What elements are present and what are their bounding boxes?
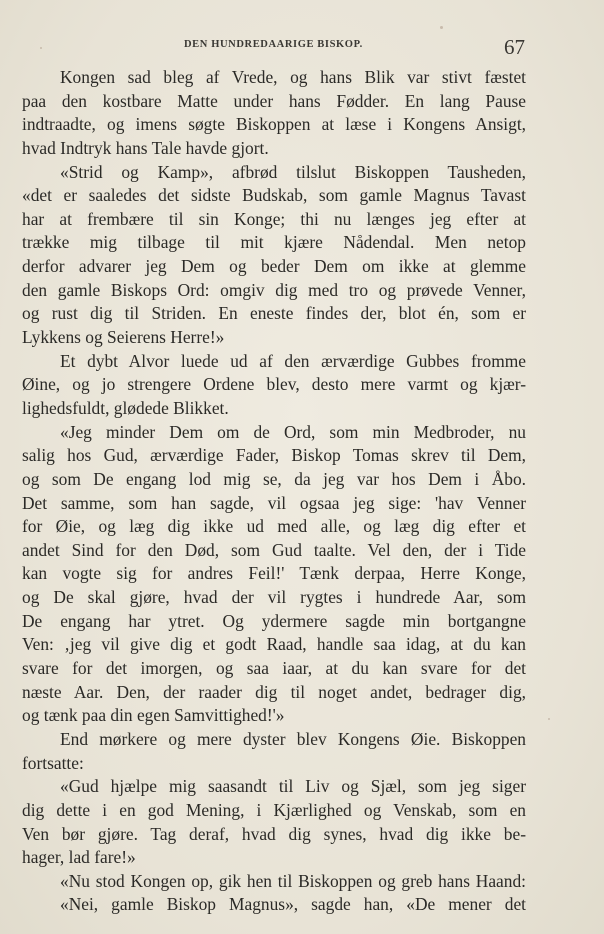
- text-line: svare for det imorgen, og saa iaar, at du kan svare for det: [22, 658, 526, 679]
- text-line: «Gud hjælpe mig saasandt til Liv og Sjæl, som jeg siger: [60, 776, 526, 797]
- text-line: Øine, og jo strengere Ordene blev, desto mere varmt og kjær-: [22, 374, 526, 395]
- text-line: «det er saaledes det sidste Budskab, som gamle Magnus Tavast: [22, 185, 526, 206]
- text-line: og rust dig til Striden. En eneste findes der, blot én, som er: [22, 303, 526, 324]
- text-line: Ven bør gjøre. Tag deraf, hvad dig synes, hvad dig ikke be-: [22, 823, 526, 844]
- running-title: DEN HUNDREDAARIGE BISKOP.: [184, 39, 363, 50]
- text-line: «Nu stod Kongen op, gik hen til Biskoppen og greb hans Haand:: [60, 870, 526, 891]
- page-number: 67: [504, 35, 525, 59]
- text-line: derfor advarer jeg Dem og beder Dem om ikke at glemme: [22, 256, 526, 277]
- text-line: Et dybt Alvor luede ud af den ærværdige Gubbes fromme: [60, 350, 526, 371]
- text-line: og som De engang lod mig se, da jeg var hos Dem i Åbo.: [22, 468, 526, 489]
- body-text: [22, 66, 526, 917]
- text-line: har at frembære til sin Konge; thi nu længes jeg efter at: [22, 208, 526, 229]
- page-header: [0, 36, 604, 64]
- text-line: andet Sind for den Død, som Gud taalte. Vel den, der i Tide: [22, 539, 526, 560]
- text-line: næste Aar. Den, der raader dig til noget andet, bedrager dig,: [22, 681, 526, 702]
- text-line: den gamle Biskops Ord: omgiv dig med tro og prøvede Venner,: [22, 279, 526, 300]
- text-line: De engang har ytret. Og ydermere sagde min bortgangne: [22, 610, 526, 631]
- text-line: fortsatte:: [22, 752, 84, 773]
- text-line: salig hos Gud, ærværdige Fader, Biskop Tomas skrev til Dem,: [22, 445, 526, 466]
- text-line: «Strid og Kamp», afbrød tilslut Biskoppen Tausheden,: [60, 161, 526, 182]
- text-line: Kongen sad bleg af Vrede, og hans Blik var stivt fæstet: [60, 67, 526, 87]
- text-line: lighedsfuldt, glødede Blikket.: [22, 397, 229, 418]
- text-line: hvad Indtryk hans Tale havde gjort.: [22, 137, 269, 158]
- text-line: for Øie, og læg dig ikke ud med alle, og læg dig efter et: [22, 516, 526, 537]
- text-line: «Jeg minder Dem om de Ord, som min Medbroder, nu: [60, 421, 526, 442]
- text-line: Lykkens og Seierens Herre!»: [22, 327, 225, 348]
- paper-speck: [440, 26, 443, 29]
- text-line: og tænk paa din egen Samvittighed!'»: [22, 705, 285, 726]
- text-line: Det samme, som han sagde, vil ogsaa jeg sige: 'hav Venner: [22, 492, 526, 513]
- text-line: hager, lad fare!»: [22, 847, 136, 868]
- text-line: og De skal gjøre, hvad der vil rygtes i hundrede Aar, som: [22, 587, 526, 608]
- text-line: kan vogte sig for andres Feil!' Tænk derpaa, Herre Konge,: [22, 563, 526, 584]
- text-line: paa den kostbare Matte under hans Fødder. En lang Pause: [22, 90, 526, 111]
- paper-speck: [548, 718, 550, 720]
- text-line: Ven: ‚jeg vil give dig et godt Raad, handle saa idag, at du kan: [22, 634, 526, 655]
- text-line: End mørkere og mere dyster blev Kongens Øie. Biskoppen: [60, 728, 526, 749]
- text-line: dig dette i en god Mening, i Kjærlighed og Venskab, som en: [22, 799, 526, 820]
- text-line: trække mig tilbage til mit kjære Nådendal. Men netop: [22, 232, 526, 253]
- text-line: indtraadte, og imens søgte Biskoppen at læse i Kongens Ansigt,: [22, 114, 526, 135]
- text-line: «Nei, gamle Biskop Magnus», sagde han, «De mener det: [60, 894, 526, 915]
